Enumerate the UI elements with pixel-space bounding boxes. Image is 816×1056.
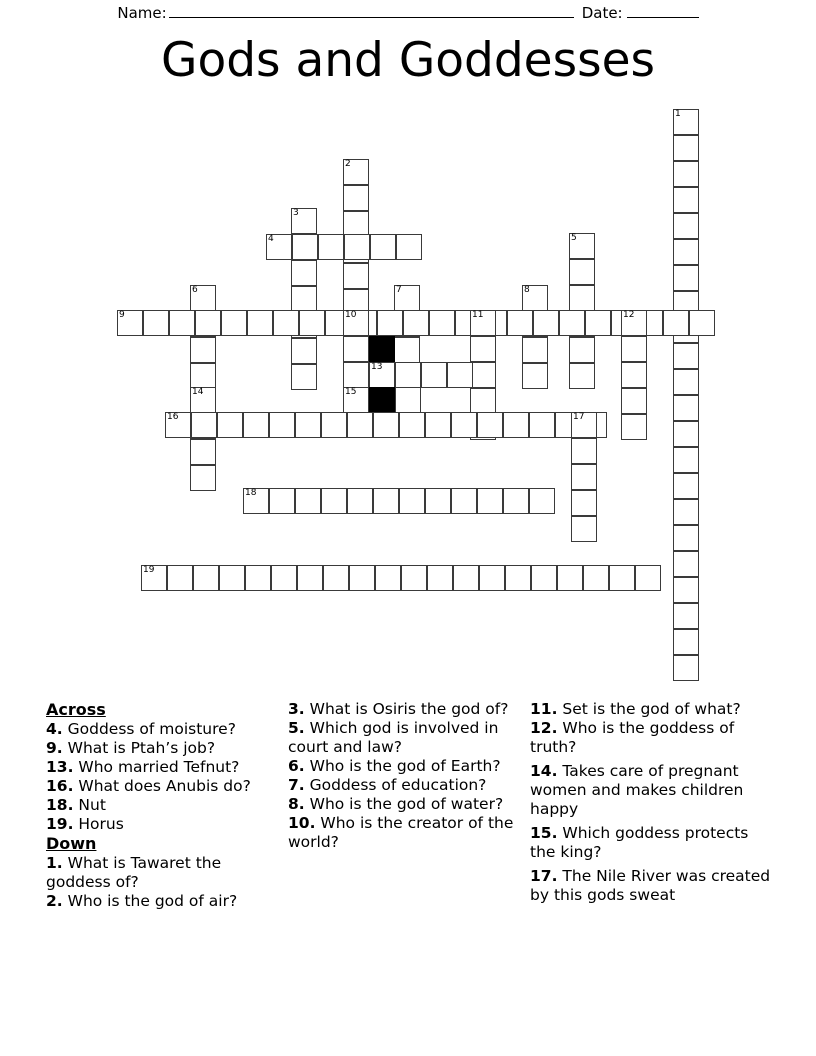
down-clue-list-part3 [530,700,776,905]
clue-item [46,892,278,911]
grid-cell[interactable] [321,412,347,438]
grid-cell[interactable] [292,234,318,260]
grid-cell[interactable] [167,565,193,591]
clue-item [46,854,278,892]
grid-cell[interactable] [190,387,216,413]
cell-number: 14 [192,387,204,397]
cell-number: 10 [345,310,357,320]
grid-cell[interactable] [190,285,216,311]
clue-number: 10. [288,814,316,832]
grid-cell[interactable] [529,488,555,514]
grid-cell[interactable] [217,412,243,438]
grid-cell[interactable] [522,285,548,311]
grid-cell[interactable] [291,364,317,390]
down-heading: Down [46,834,97,853]
grid-cell[interactable] [673,525,699,551]
grid-cell[interactable] [343,263,369,289]
clue-number: 16. [46,777,74,795]
grid-cell[interactable] [321,488,347,514]
clue-number: 8. [288,795,305,813]
cell-number: 12 [623,310,635,320]
cell-number: 8 [524,285,530,295]
grid-cell[interactable] [117,310,143,336]
clue-item [46,720,278,739]
grid-cell[interactable] [621,414,647,440]
clue-text: What is Osiris the god of? [304,700,509,718]
page-title: Gods and Goddesses [161,33,655,88]
grid-cell[interactable] [569,337,595,363]
clue-text: Which god is involved in court and law? [288,719,499,756]
grid-cell[interactable] [343,336,369,362]
grid-cell[interactable] [533,310,559,336]
grid-cell[interactable] [470,310,496,336]
grid-cell[interactable] [344,234,370,260]
clue-number: 13. [46,758,74,776]
grid-cell[interactable] [569,285,595,311]
cell-number: 5 [571,233,577,243]
grid-cell[interactable] [343,159,369,185]
grid-cell[interactable] [399,488,425,514]
grid-cell[interactable] [190,337,216,363]
grid-cell[interactable] [143,310,169,336]
grid-cell[interactable] [470,336,496,362]
cell-number: 2 [345,159,351,169]
clue-text: What is Ptah’s job? [62,739,216,757]
clue-text: Goddess of moisture? [62,720,236,738]
clue-column-2 [288,700,520,852]
clue-number: 18. [46,796,74,814]
grid-cell[interactable] [169,310,195,336]
grid-cell[interactable] [269,488,295,514]
grid-cell[interactable] [477,488,503,514]
grid-cell[interactable] [689,310,715,336]
grid-cell[interactable] [621,388,647,414]
name-label: Name: [117,4,167,22]
grid-cell[interactable] [247,310,273,336]
date-label: Date: [581,4,623,22]
clue-text: Which goddess protects the king? [530,824,749,861]
clue-item [46,777,278,796]
grid-cell[interactable] [373,412,399,438]
grid-cell[interactable] [273,310,299,336]
clue-column-1 [46,700,278,911]
grid-cell[interactable] [295,488,321,514]
grid-cell[interactable] [191,412,217,438]
grid-cell[interactable] [165,412,191,438]
grid-cell[interactable] [571,464,597,490]
clue-number: 3. [288,700,305,718]
grid-cell[interactable] [141,565,167,591]
cell-number: 15 [345,387,357,397]
clue-number: 17. [530,867,558,885]
grid-cell[interactable] [673,239,699,265]
grid-cell[interactable] [369,362,395,388]
clue-number: 6. [288,757,305,775]
grid-cell[interactable] [583,565,609,591]
grid-cell[interactable] [673,135,699,161]
cell-number: 7 [396,285,402,295]
grid-cell[interactable] [323,565,349,591]
cell-number: 19 [143,565,155,575]
grid-cell[interactable] [401,565,427,591]
grid-cell[interactable] [571,412,597,438]
clue-item [530,700,776,719]
clue-text: Goddess of education? [304,776,487,794]
cell-number: 4 [268,234,274,244]
grid-cell[interactable] [370,234,396,260]
clue-number: 2. [46,892,63,910]
grid-cell[interactable] [394,337,420,363]
clue-column-3 [530,700,776,905]
grid-cell[interactable] [673,421,699,447]
grid-cell[interactable] [673,187,699,213]
grid-cell[interactable] [347,488,373,514]
grid-cell[interactable] [291,208,317,234]
grid-cell[interactable] [375,565,401,591]
clue-item [288,814,520,852]
grid-cell-blocked [369,387,395,413]
clue-item [288,757,520,776]
grid-cell[interactable] [343,387,369,413]
grid-cell[interactable] [299,310,325,336]
cell-number: 9 [119,310,125,320]
clue-number: 1. [46,854,63,872]
grid-cell[interactable] [569,233,595,259]
cell-number: 1 [675,109,681,119]
cell-number: 13 [371,362,383,372]
cell-number: 17 [573,412,585,422]
grid-cell[interactable] [343,310,369,336]
grid-cell[interactable] [347,412,373,438]
grid-cell[interactable] [673,577,699,603]
down-clue-list-part1 [46,854,278,911]
grid-cell[interactable] [673,265,699,291]
cell-number: 11 [472,310,484,320]
grid-cell[interactable] [673,499,699,525]
grid-cell[interactable] [394,285,420,311]
grid-cell[interactable] [425,412,451,438]
grid-cell[interactable] [505,565,531,591]
grid-cell-blocked [369,336,395,362]
grid-cell[interactable] [395,387,421,413]
clue-text: Who is the god of Earth? [304,757,501,775]
grid-cell[interactable] [396,234,422,260]
grid-cell[interactable] [425,488,451,514]
grid-cell[interactable] [571,490,597,516]
grid-cell[interactable] [221,310,247,336]
grid-cell[interactable] [243,488,269,514]
grid-cell[interactable] [291,260,317,286]
grid-cell[interactable] [451,412,477,438]
grid-cell[interactable] [673,369,699,395]
grid-cell[interactable] [673,213,699,239]
grid-cell[interactable] [507,310,533,336]
grid-cell[interactable] [531,565,557,591]
grid-cell[interactable] [470,388,496,414]
cell-number: 18 [245,488,257,498]
grid-cell[interactable] [503,412,529,438]
clue-number: 14. [530,762,558,780]
clue-text: Who is the creator of the world? [288,814,514,851]
grid-cell[interactable] [343,362,369,388]
grid-cell[interactable] [635,565,661,591]
grid-cell[interactable] [190,363,216,389]
grid-cell[interactable] [453,565,479,591]
cell-number: 3 [293,208,299,218]
grid-cell[interactable] [479,565,505,591]
grid-cell[interactable] [377,310,403,336]
across-heading: Across [46,700,106,719]
cell-number: 6 [192,285,198,295]
clue-number: 9. [46,739,63,757]
clue-item [288,795,520,814]
across-clue-list [46,720,278,834]
grid-cell[interactable] [673,343,699,369]
grid-cell[interactable] [673,603,699,629]
grid-cell[interactable] [522,337,548,363]
clue-item [530,719,776,757]
clue-text: Who is the goddess of truth? [530,719,735,756]
grid-cell[interactable] [269,412,295,438]
grid-cell[interactable] [349,565,375,591]
clues-section [46,700,776,930]
clue-text: Horus [73,815,124,833]
grid-cell[interactable] [193,565,219,591]
grid-cell[interactable] [447,362,473,388]
grid-cell[interactable] [403,310,429,336]
grid-cell[interactable] [477,412,503,438]
grid-cell[interactable] [190,465,216,491]
grid-cell[interactable] [673,447,699,473]
clue-text: The Nile River was created by this gods sweat [530,867,771,904]
grid-cell[interactable] [297,565,323,591]
clue-number: 11. [530,700,558,718]
grid-cell[interactable] [571,516,597,542]
grid-cell[interactable] [429,310,455,336]
grid-cell[interactable] [585,310,611,336]
grid-cell[interactable] [673,551,699,577]
clue-text: What is Tawaret the goddess of? [46,854,222,891]
cell-number: 16 [167,412,179,422]
grid-cell[interactable] [219,565,245,591]
clue-item [530,762,776,819]
grid-cell[interactable] [571,438,597,464]
grid-cell[interactable] [673,109,699,135]
grid-cell[interactable] [522,363,548,389]
grid-cell[interactable] [663,310,689,336]
clue-text: Nut [73,796,106,814]
grid-cell[interactable] [421,362,447,388]
clue-item [530,867,776,905]
clue-number: 4. [46,720,63,738]
clue-number: 7. [288,776,305,794]
grid-cell[interactable] [609,565,635,591]
grid-cell[interactable] [195,310,221,336]
grid-cell[interactable] [243,412,269,438]
clue-text: Set is the god of what? [557,700,741,718]
grid-cell[interactable] [266,234,292,260]
grid-cell[interactable] [291,338,317,364]
grid-cell[interactable] [621,310,647,336]
clue-item [288,776,520,795]
clue-text: Who is the god of air? [62,892,238,910]
grid-cell[interactable] [318,234,344,260]
grid-cell[interactable] [295,412,321,438]
down-clue-list-part2 [288,700,520,852]
clue-text: What does Anubis do? [73,777,251,795]
grid-cell[interactable] [190,439,216,465]
clue-number: 5. [288,719,305,737]
grid-cell[interactable] [427,565,453,591]
grid-cell[interactable] [271,565,297,591]
grid-cell[interactable] [557,565,583,591]
grid-cell[interactable] [569,363,595,389]
clue-text: Who is the god of water? [304,795,504,813]
grid-cell[interactable] [373,488,399,514]
grid-cell[interactable] [503,488,529,514]
grid-cell[interactable] [245,565,271,591]
grid-cell[interactable] [621,336,647,362]
grid-cell[interactable] [569,259,595,285]
clue-item [46,739,278,758]
clue-item [288,719,520,757]
grid-cell[interactable] [291,286,317,312]
grid-cell[interactable] [673,655,699,681]
grid-cell[interactable] [529,412,555,438]
clue-item [46,758,278,777]
clue-number: 12. [530,719,558,737]
grid-cell[interactable] [470,362,496,388]
clue-number: 19. [46,815,74,833]
clue-item [46,796,278,815]
grid-cell[interactable] [673,629,699,655]
clue-item [530,824,776,862]
clue-number: 15. [530,824,558,842]
clue-text: Takes care of pregnant women and makes children happy [530,762,744,818]
grid-cell[interactable] [559,310,585,336]
grid-cell[interactable] [399,412,425,438]
clue-text: Who married Tefnut? [73,758,240,776]
clue-item [46,815,278,834]
clue-item [288,700,520,719]
grid-cell[interactable] [395,362,421,388]
grid-cell[interactable] [673,473,699,499]
grid-cell[interactable] [621,362,647,388]
grid-cell[interactable] [673,395,699,421]
grid-cell[interactable] [343,185,369,211]
grid-cell[interactable] [451,488,477,514]
grid-cell[interactable] [673,161,699,187]
